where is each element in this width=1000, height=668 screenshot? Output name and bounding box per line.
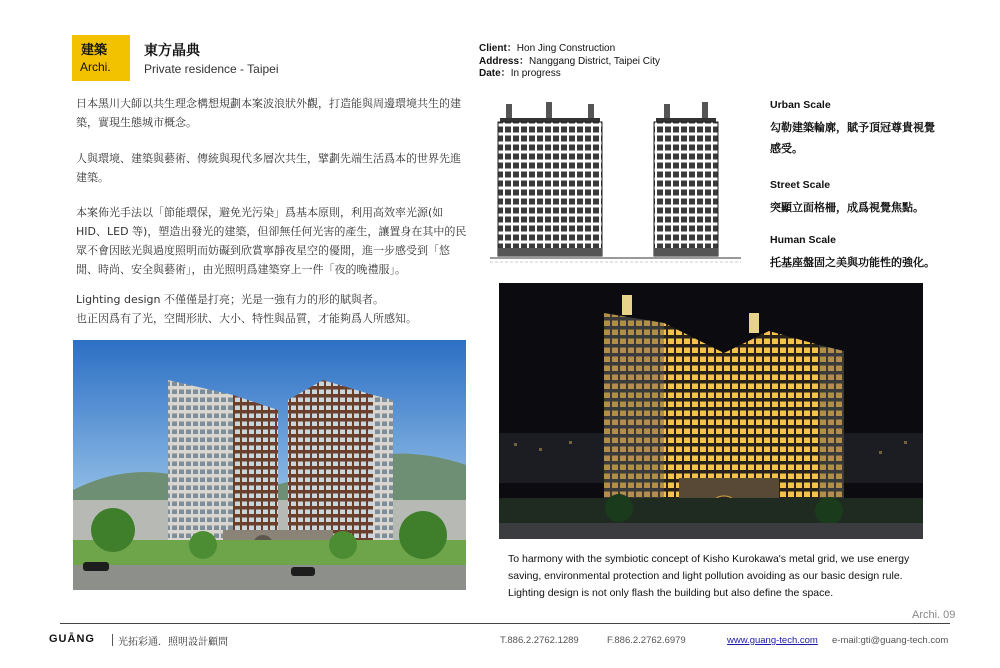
date-row: Date：In progress bbox=[479, 68, 561, 79]
project-title: 東方晶典 bbox=[144, 43, 200, 59]
logo-separator bbox=[112, 634, 113, 646]
urban-scale-desc: 勾勒建築輪廓，賦予頂冠尊貴視覺感受。 bbox=[770, 121, 935, 155]
footer-fax: F.886.2.2762.6979 bbox=[607, 635, 686, 646]
night-rendering-image bbox=[499, 283, 923, 539]
footer-divider bbox=[60, 623, 950, 624]
date-value: In progress bbox=[510, 68, 561, 79]
human-scale-desc: 托基座盤固之美與功能性的強化。 bbox=[770, 256, 935, 269]
day-rendering-image bbox=[73, 340, 466, 590]
client-value: Hon Jing Construction bbox=[516, 43, 616, 54]
paragraph-lighting-design: Lighting design 不僅僅是打亮；光是一強有力的形的賦與者。 也正因爲有了光，空間形狀、大小、特性與品質，才能夠爲人所感知。 bbox=[76, 293, 417, 325]
project-meta bbox=[479, 43, 660, 81]
english-caption: To harmony with the symbiotic concept of Kisho Kurokawa's metal grid, we use energy saving, environmental protection and light pollution avoiding as our basic design rule. Lighting design is not only flash the building but also define the space. bbox=[508, 553, 910, 599]
human-scale-heading: Human Scale bbox=[770, 234, 836, 246]
paragraph-concept: 日本黑川大師以共生理念構想規劃本案波浪狀外觀，打造能與周邊環境共生的建築，實現生態城市概念。 bbox=[76, 97, 461, 129]
address-row: Address：Nanggang District, Taipei City bbox=[479, 55, 661, 67]
elevation-building-b bbox=[654, 102, 718, 256]
company-tagline: 光拓彩通．照明設計顧問 bbox=[118, 637, 228, 648]
client-row: Client：Hon Jing Construction bbox=[479, 43, 616, 54]
section-badge bbox=[72, 35, 130, 81]
elevation-building-a bbox=[498, 102, 602, 256]
address-value: Nanggang District, Taipei City bbox=[529, 55, 661, 67]
footer-email[interactable]: e-mail:gti@guang-tech.com bbox=[832, 635, 949, 646]
page-number: Archi. 09 bbox=[912, 609, 956, 621]
badge-label-en: Archi. bbox=[80, 60, 111, 74]
urban-scale bbox=[770, 99, 940, 159]
street-scale-desc: 突顯立面格柵，成爲視覺焦點。 bbox=[770, 201, 924, 214]
human-scale bbox=[770, 234, 940, 273]
urban-scale-heading: Urban Scale bbox=[770, 99, 831, 111]
paragraph-symbiosis: 人與環境、建築與藝術、傳統與現代多層次共生，擘劃先端生活爲本的世界先進建築。 bbox=[76, 152, 461, 184]
street-scale bbox=[770, 179, 940, 218]
project-subtitle: Private residence - Taipei bbox=[144, 62, 279, 76]
footer-telephone: T.886.2.2762.1289 bbox=[500, 635, 579, 646]
paragraph-lighting-approach: 本案佈光手法以「節能環保，避免光污染」爲基本原則，利用高效率光源(如 HID、LED 等)，塑造出發光的建築，但卻無任何光害的產生，讓置身在其中的民眾不會因眩光與過度照明而妨礙到欣賞寧靜夜星空的優閒，進一步感受到「悠閒、時尚、安全與藝術」，由光照明爲建築穿上一件「夜的晚禮服」。 bbox=[76, 206, 467, 276]
street-scale-heading: Street Scale bbox=[770, 179, 831, 191]
footer-website-link[interactable]: www.guang-tech.com bbox=[727, 635, 818, 646]
badge-label-zh: 建築 bbox=[81, 43, 108, 58]
elevation-drawing bbox=[488, 98, 743, 270]
company-logo: GUĀNG bbox=[49, 633, 95, 645]
